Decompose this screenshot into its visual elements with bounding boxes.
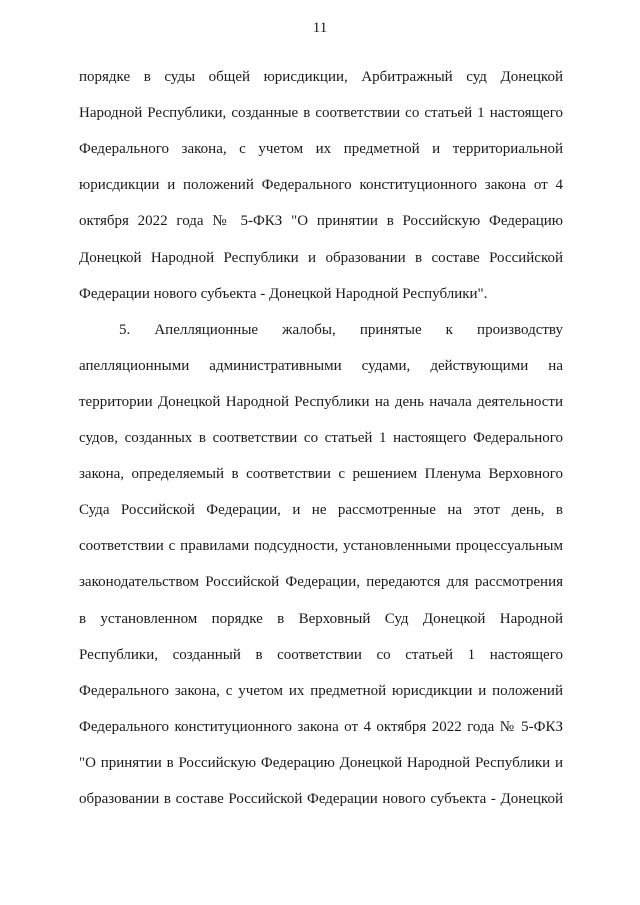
- text-line: Федерального закона, с учетом их предметной и территориальной: [79, 141, 563, 157]
- page-number: 11: [312, 20, 328, 36]
- text-line: октября 2022 года № 5-ФКЗ "О принятии в Российскую Федерацию: [79, 213, 563, 229]
- text-line: 5. Апелляционные жалобы, принятые к производству: [119, 322, 563, 338]
- text-line: образовании в составе Российской Федерации нового субъекта - Донецкой: [79, 791, 563, 807]
- text-line: "О принятии в Российскую Федерацию Донецкой Народной Республики и: [79, 755, 563, 771]
- text-line: Народной Республики, созданные в соответствии со статьей 1 настоящего: [79, 105, 563, 121]
- text-line: Суда Российской Федерации, и не рассмотренные на этот день, в: [79, 502, 563, 518]
- text-line: территории Донецкой Народной Республики на день начала деятельности: [79, 394, 563, 410]
- text-line: судов, созданных в соответствии со статьей 1 настоящего Федерального: [79, 430, 563, 446]
- text-line: Донецкой Народной Республики и образовании в составе Российской: [79, 250, 563, 266]
- text-line: юрисдикции и положений Федерального конституционного закона от 4: [79, 177, 563, 193]
- text-line: порядке в суды общей юрисдикции, Арбитражный суд Донецкой: [79, 69, 563, 85]
- text-line: апелляционными административными судами, действующими на: [79, 358, 563, 374]
- text-line: Федерального конституционного закона от 4 октября 2022 года № 5-ФКЗ: [79, 719, 563, 735]
- text-line: в установленном порядке в Верховный Суд Донецкой Народной: [79, 611, 563, 627]
- text-line: Федерации нового субъекта - Донецкой Народной Республики".: [79, 286, 488, 302]
- text-line: законодательством Российской Федерации, передаются для рассмотрения: [79, 574, 563, 590]
- text-line: соответствии с правилами подсудности, установленными процессуальным: [79, 538, 563, 554]
- text-line: закона, определяемый в соответствии с решением Пленума Верховного: [79, 466, 563, 482]
- text-line: Республики, созданный в соответствии со статьей 1 настоящего: [79, 647, 563, 663]
- text-line: Федерального закона, с учетом их предметной юрисдикции и положений: [79, 683, 563, 699]
